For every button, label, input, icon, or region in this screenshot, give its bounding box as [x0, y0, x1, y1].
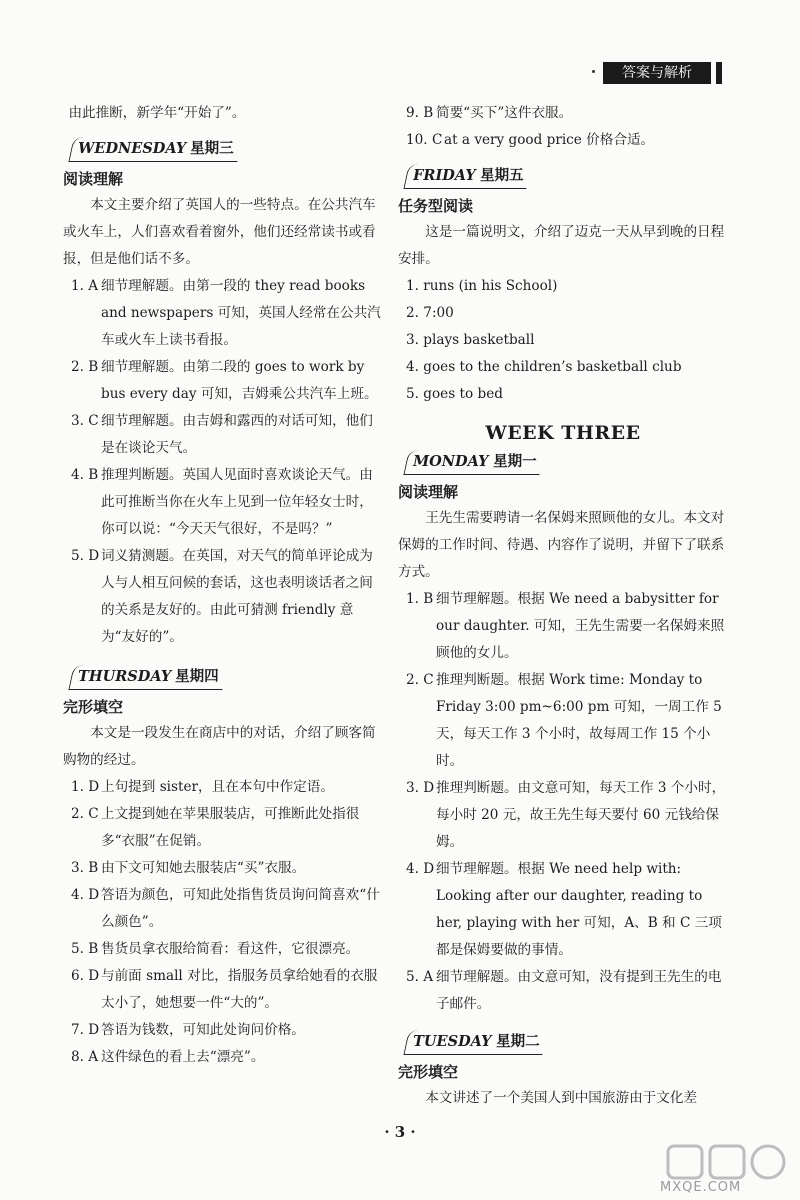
answer-text: 答语为钱数，可知此处询问价格。 [101, 1022, 305, 1038]
answer-text: 词义猜测题。在英国，对天气的简单评论成为人与人相互问候的套话，这也表明谈话者之间的关系是友好的。由此可猜测 friendly 意为“友好的”。 [101, 548, 373, 645]
monday-para: 王先生需要聘请一名保姆来照顾他的女儿。本文对保姆的工作时间、待遇、内容作了说明，并留下了联系方式。 [398, 510, 725, 580]
answer-item [63, 801, 385, 855]
wednesday-tag-cn: 星期三 [190, 140, 235, 157]
thursday-tag [68, 665, 227, 690]
answer-num: 1. D [71, 779, 100, 795]
answer-item [63, 543, 385, 651]
answer-item [63, 354, 385, 408]
answer-text: 与前面 small 对比，指服务员拿给她看的衣服太小了，她想要一件“大的”。 [101, 968, 378, 1011]
friday-tag-en: FRIDAY [413, 167, 476, 184]
friday-answer: 1. runs (in his School) [406, 278, 558, 294]
thursday-items [63, 774, 385, 1071]
answer-num: 1. B [406, 591, 434, 607]
answer-item [63, 855, 385, 882]
answer-num: 4. B [71, 467, 99, 483]
friday-answer: 2. 7:00 [406, 305, 454, 321]
answer-text: 推理判断题。英国人见面时喜欢谈论天气。由此可推断当你在火车上见到一位年轻女士时，你可以说：“今天天气很好，不是吗？” [101, 467, 373, 537]
answer-item [63, 462, 385, 543]
right-column [398, 100, 728, 1112]
answer-text: 推理判断题。由文意可知，每天工作 3 个小时，每小时 20 元，故王先生每天要付 60 元钱给保姆。 [436, 780, 726, 850]
wednesday-para: 本文主要介绍了英国人的一些特点。在公共汽车或火车上，人们喜欢看着窗外，他们还经常读书或看报，但是他们话不多。 [63, 197, 376, 267]
answer-num: 4. D [71, 887, 100, 903]
wednesday-type: 阅读理解 [63, 170, 124, 188]
answer-num: 4. D [406, 861, 435, 877]
answer-text: 上句提到 sister，且在本句中作定语。 [101, 779, 334, 795]
answer-item [63, 408, 385, 462]
answer-text: 售货员拿衣服给简看：看这件，它很漂亮。 [101, 941, 360, 957]
left-column [63, 100, 385, 1071]
wednesday-tag [68, 137, 242, 162]
answer-num: 5. D [71, 548, 100, 564]
intro-line: 由此推断，新学年“开始了”。 [68, 105, 246, 121]
answer-item [63, 1017, 385, 1044]
answer-num: 2. B [71, 359, 99, 375]
answer-num: 1. A [71, 278, 99, 294]
answer-item [63, 963, 385, 1017]
answer-text: 细节理解题。根据 We need a babysitter for our daughter. 可知，王先生需要一名保姆来照顾他的女儿。 [436, 591, 725, 661]
friday-answer: 5. goes to bed [406, 386, 503, 402]
answer-num: 2. C [406, 672, 434, 688]
answer-item [398, 856, 728, 964]
header-bar [716, 62, 722, 84]
thursday-tag-cn: 星期四 [175, 668, 220, 685]
answer-text: 推理判断题。根据 Work time: Monday to Friday 3:00 pm~6:00 pm 可知，一周工作 5 天，每天工作 3 个小时，故每周工作 15 个小时。 [436, 672, 722, 769]
answer-item [398, 775, 728, 856]
monday-type: 阅读理解 [398, 483, 459, 501]
header-dot [592, 70, 595, 73]
watermark-text: MXQE.COM [660, 1180, 742, 1195]
answer-text: 细节理解题。由第一段的 they read books and newspapers 可知，英国人经常在公共汽车或火车上读书看报。 [101, 278, 381, 348]
monday-tag-en: MONDAY [413, 453, 489, 470]
wednesday-tag-en: WEDNESDAY [78, 140, 187, 157]
thursday-type: 完形填空 [63, 698, 124, 716]
answer-num: 9. B [406, 105, 434, 121]
answer-num: 3. B [71, 860, 99, 876]
answer-text: at a very good price 价格合适。 [444, 132, 655, 148]
tuesday-tag [403, 1030, 548, 1055]
answer-item [63, 1044, 385, 1071]
monday-tag [403, 450, 545, 475]
tuesday-para: 本文讲述了一个美国人到中国旅游由于文化差 [425, 1090, 698, 1106]
answer-num: 2. C [71, 806, 99, 822]
answer-item [63, 882, 385, 936]
friday-para: 这是一篇说明文，介绍了迈克一天从早到晚的日程安排。 [398, 224, 725, 267]
answer-num: 5. A [406, 969, 434, 985]
wednesday-items [63, 273, 385, 651]
answer-num: 10. C [406, 132, 443, 148]
monday-items [398, 586, 728, 1018]
answer-item [63, 273, 385, 354]
answer-text: 细节理解题。根据 We need help with: Looking after our daughter, reading to her, playing with her 可知，A、B 和 C 三项都是保姆要做的事情。 [436, 861, 722, 958]
answer-text: 由下文可知她去服装店“买”衣服。 [101, 860, 306, 876]
answer-item [398, 667, 728, 775]
thursday-para: 本文是一段发生在商店中的对话，介绍了顾客简购物的经过。 [63, 725, 376, 768]
friday-answer: 3. plays basketball [406, 332, 535, 348]
monday-tag-cn: 星期一 [492, 453, 537, 470]
answer-num: 3. C [71, 413, 99, 429]
answer-num: 5. B [71, 941, 99, 957]
answer-item [398, 964, 728, 1018]
answer-item [63, 936, 385, 963]
answer-text: 简要“买下”这件衣服。 [436, 105, 573, 121]
week-title: WEEK THREE [485, 422, 641, 444]
answer-text: 上文提到她在苹果服装店，可推断此处指很多“衣服”在促销。 [101, 806, 360, 849]
tuesday-tag-en: TUESDAY [413, 1033, 492, 1050]
friday-tag [403, 164, 532, 189]
page-number: · 3 · [384, 1123, 416, 1141]
friday-tag-cn: 星期五 [480, 167, 524, 184]
answer-num: 6. D [71, 968, 100, 984]
answer-num: 8. A [71, 1049, 99, 1065]
header-title: 答案与解析 [603, 62, 711, 84]
answer-num: 3. D [406, 780, 435, 796]
answer-num: 7. D [71, 1022, 100, 1038]
answer-text: 细节理解题。由文意可知，没有提到王先生的电子邮件。 [436, 969, 722, 1012]
tuesday-type: 完形填空 [398, 1063, 459, 1081]
answer-item [63, 774, 385, 801]
answer-item [398, 586, 728, 667]
answer-item [398, 127, 728, 154]
answer-text: 答语为颜色，可知此处指售货员询问简喜欢“什么颜色”。 [101, 887, 380, 930]
thursday-tag-en: THURSDAY [78, 668, 172, 685]
answer-item [398, 100, 728, 127]
answer-text: 这件绿色的看上去“漂亮”。 [101, 1049, 265, 1065]
friday-answer: 4. goes to the children’s basketball club [406, 359, 682, 375]
answer-text: 细节理解题。由第二段的 goes to work by bus every day 可知，吉姆乘公共汽车上班。 [101, 359, 378, 402]
tuesday-tag-cn: 星期二 [495, 1033, 540, 1050]
answer-text: 细节理解题。由吉姆和露西的对话可知，他们是在谈论天气。 [101, 413, 373, 456]
friday-type: 任务型阅读 [398, 197, 474, 215]
